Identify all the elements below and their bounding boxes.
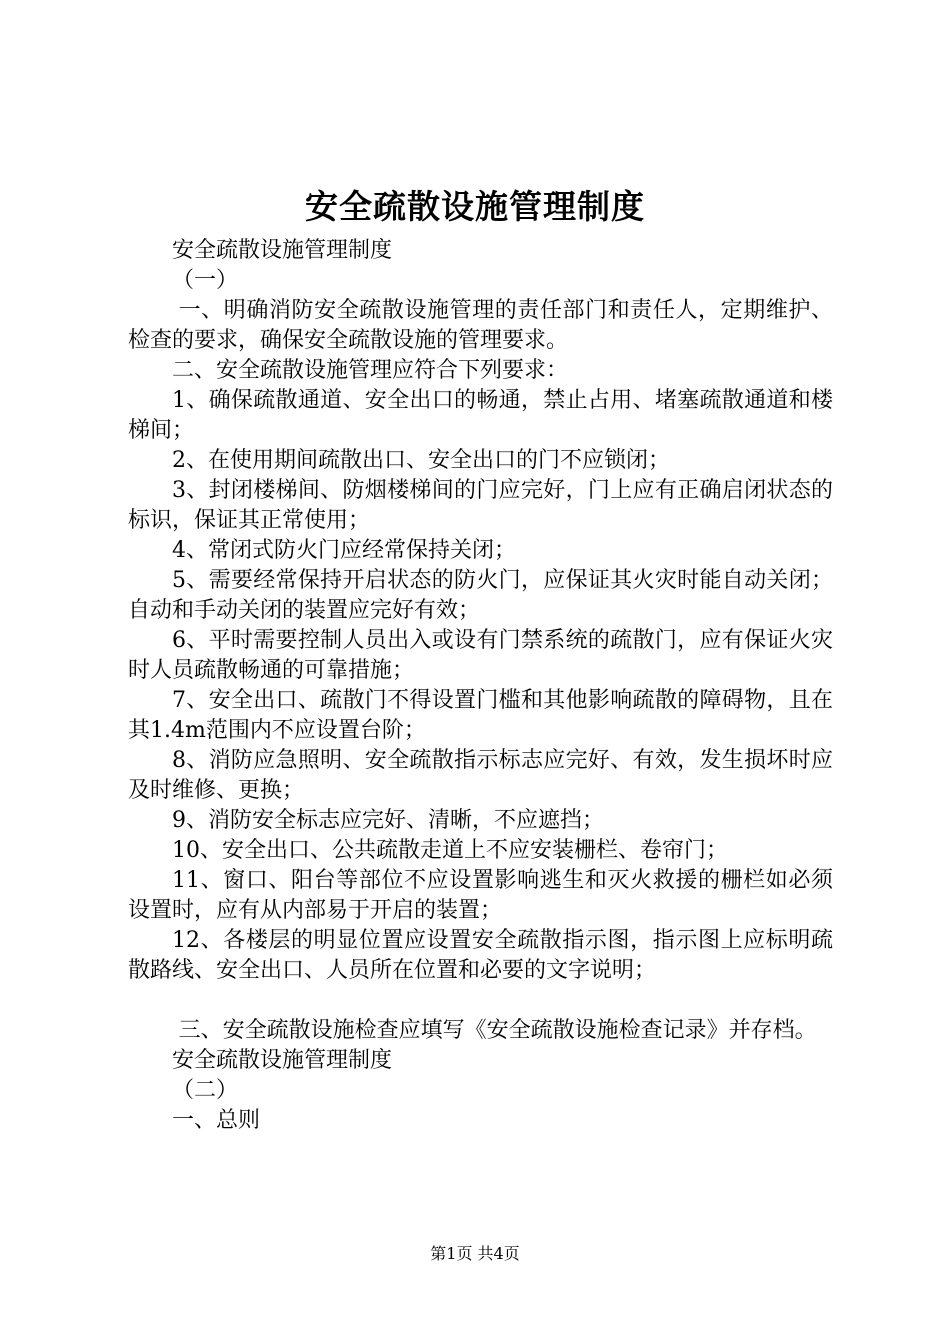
clause-paragraph: 三、安全疏散设施检查应填写《安全疏散设施检查记录》并存档。 (178, 1018, 817, 1043)
section-heading: 一、总则 (172, 1108, 261, 1133)
list-item: 4、常闭式防火门应经常保持关闭； (172, 538, 516, 563)
page-footer: 第1页 共4页 (430, 1244, 520, 1263)
list-item: 10、安全出口、公共疏散走道上不应安装栅栏、卷帘门； (172, 838, 728, 863)
list-item: 1、确保疏散通道、安全出口的畅通，禁止占用、堵塞疏散通道和楼梯间； (128, 388, 833, 443)
list-item: 11、窗口、阳台等部位不应设置影响逃生和灭火救援的栅栏如必须设置时，应有从内部易于开启的装置； (128, 868, 833, 923)
clause-paragraph: 一、明确消防安全疏散设施管理的责任部门和责任人，定期维护、检查的要求，确保安全疏散设施的管理要求。 (128, 298, 833, 353)
document-body (128, 236, 833, 1136)
paragraph-spacer (128, 986, 833, 1016)
list-item: 8、消防应急照明、安全疏散指示标志应完好、有效，发生损坏时应及时维修、更换； (128, 748, 833, 803)
section-marker: （一） (172, 268, 239, 293)
list-item: 3、封闭楼梯间、防烟楼梯间的门应完好，门上应有正确启闭状态的标识，保证其正常使用； (128, 478, 833, 533)
subtitle-paragraph: 安全疏散设施管理制度 (172, 1048, 393, 1073)
list-item: 12、各楼层的明显位置应设置安全疏散指示图，指示图上应标明疏散路线、安全出口、人员所在位置和必要的文字说明； (128, 928, 833, 983)
list-item: 6、平时需要控制人员出入或设有门禁系统的疏散门，应有保证火灾时人员疏散畅通的可靠措施； (128, 628, 833, 683)
section-marker: （二） (172, 1078, 239, 1103)
list-item: 2、在使用期间疏散出口、安全出口的门不应锁闭； (172, 448, 670, 473)
subtitle-paragraph: 安全疏散设施管理制度 (172, 238, 393, 263)
document-title: 安全疏散设施管理制度 (305, 187, 645, 226)
list-item: 7、安全出口、疏散门不得设置门槛和其他影响疏散的障碍物，且在其1.4m范围内不应设置台阶； (128, 688, 833, 743)
list-item: 5、需要经常保持开启状态的防火门，应保证其火灾时能自动关闭；自动和手动关闭的装置应完好有效； (128, 568, 833, 623)
clause-paragraph: 二、安全疏散设施管理应符合下列要求： (172, 358, 569, 383)
list-item: 9、消防安全标志应完好、清晰，不应遮挡； (172, 808, 604, 833)
